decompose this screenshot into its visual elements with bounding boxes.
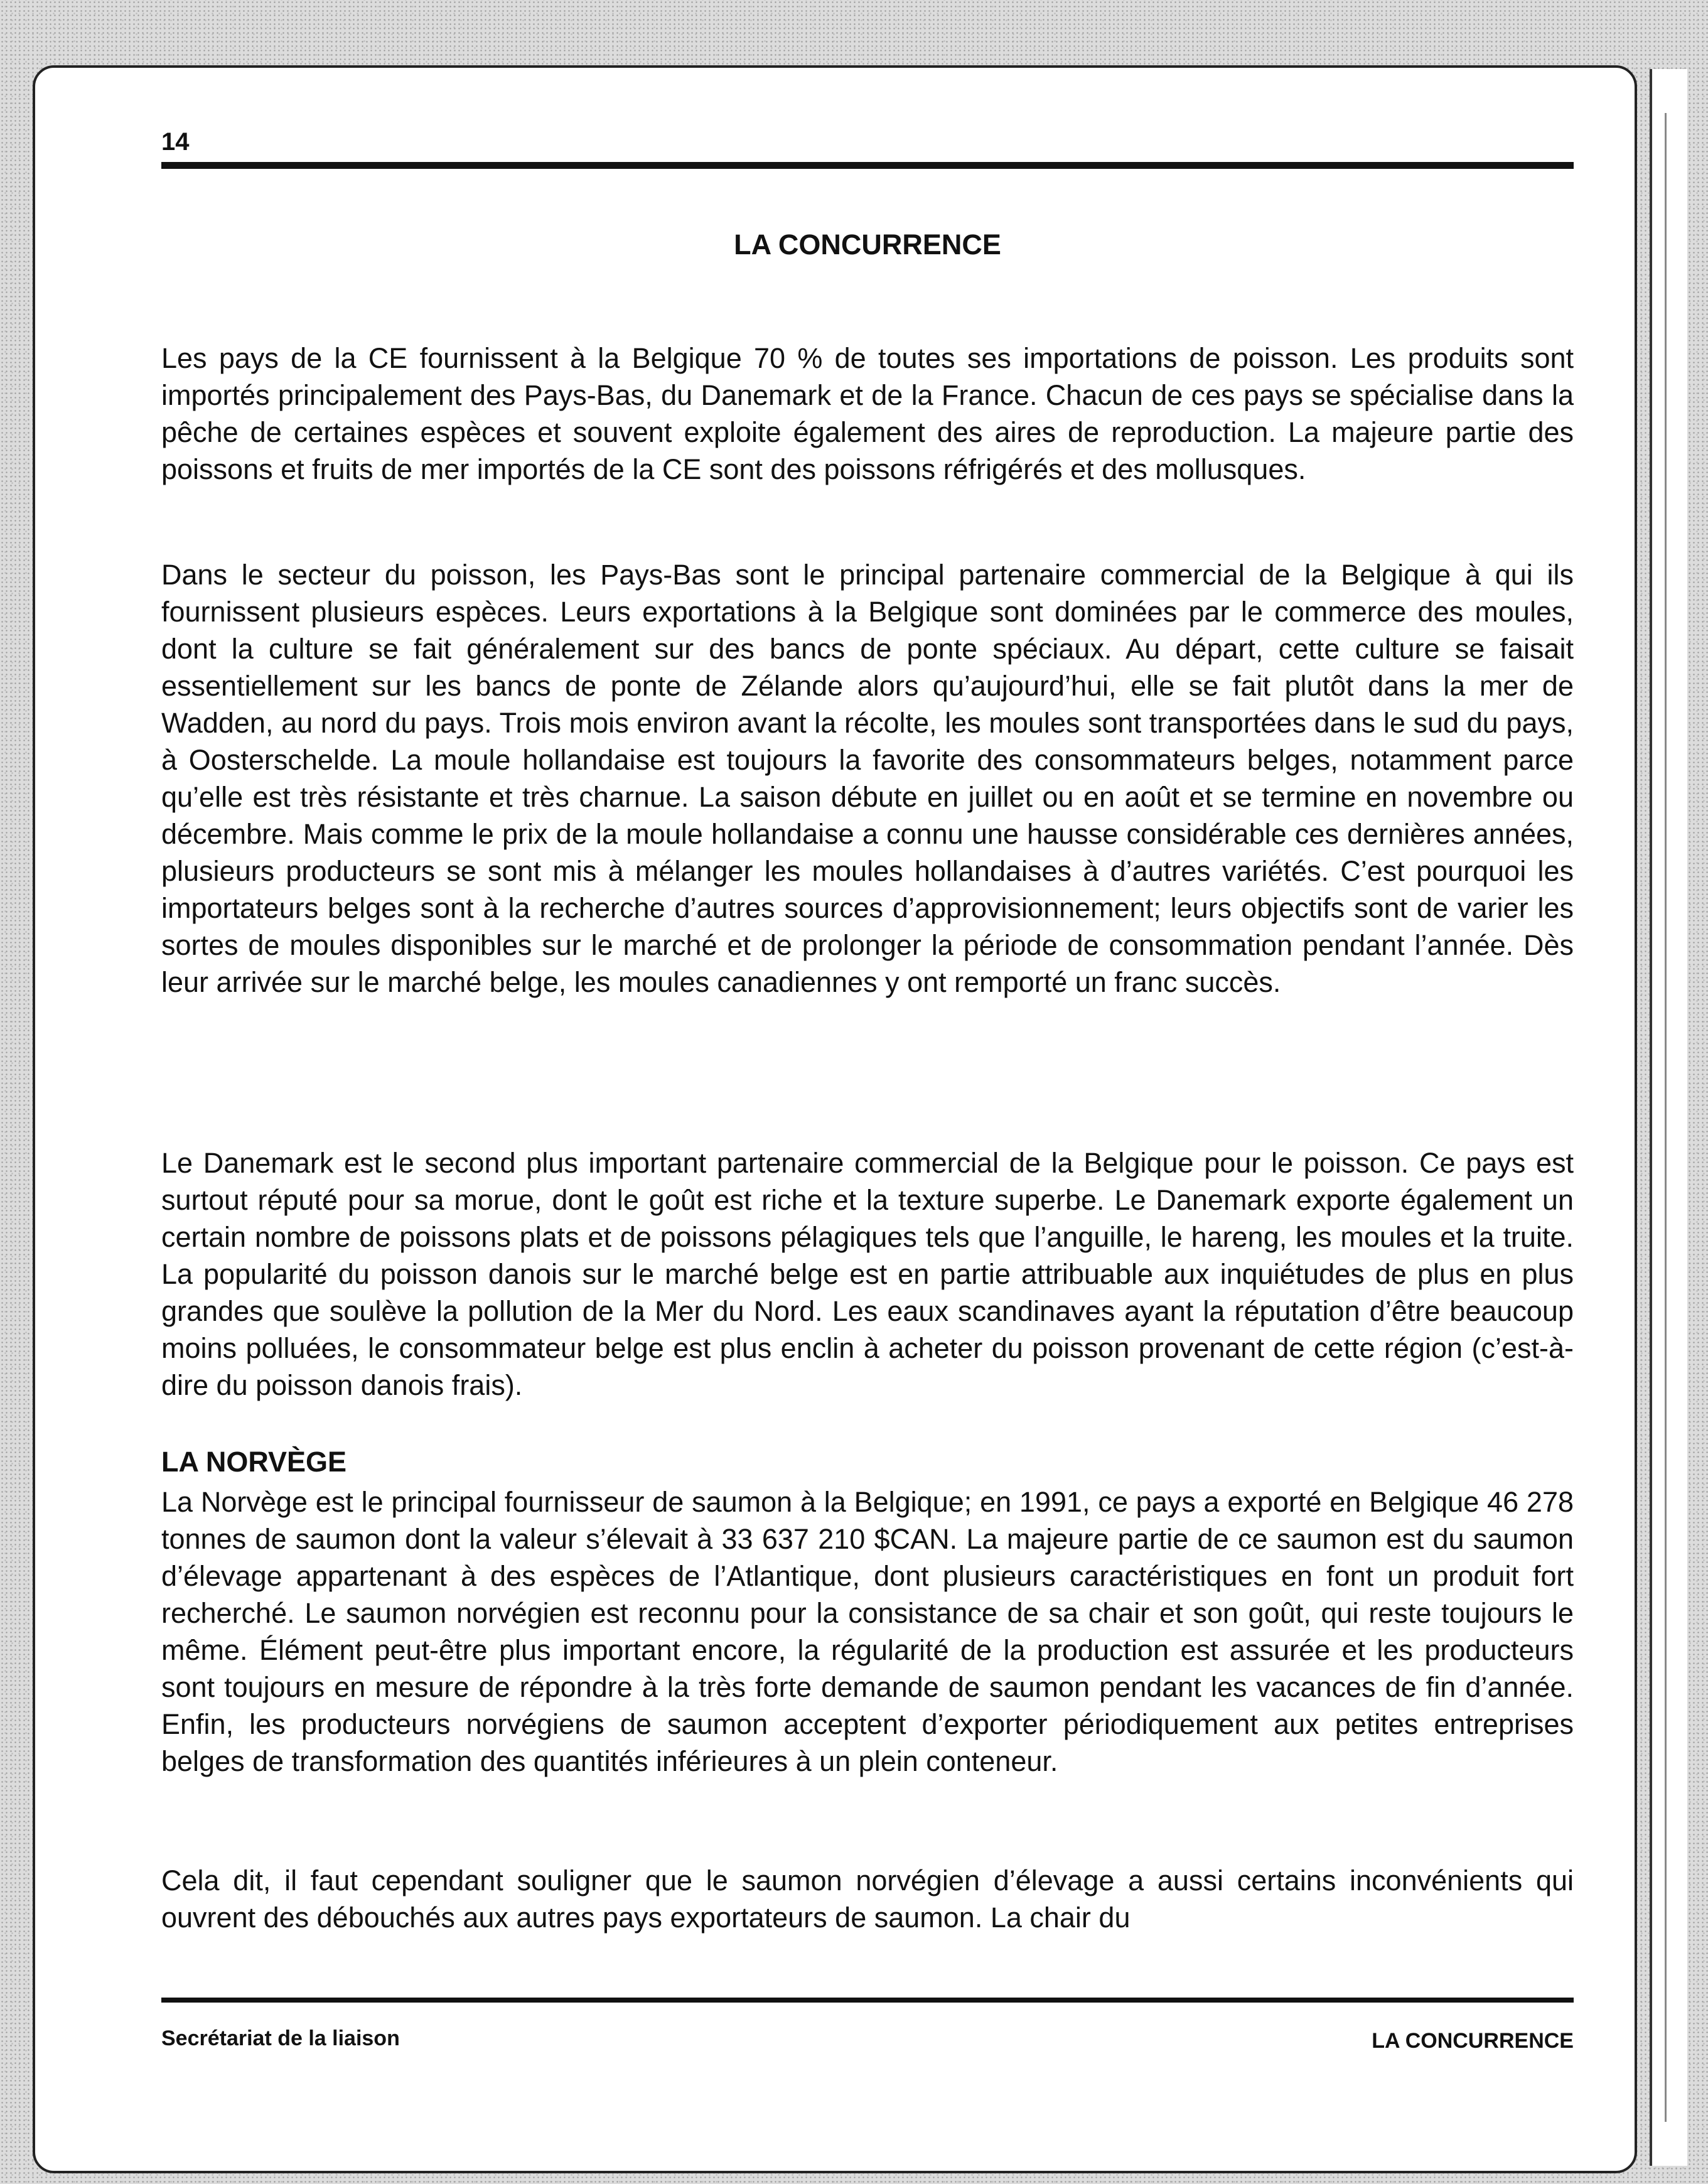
footer-left-text: Secrétariat de la liaison (161, 2026, 400, 2050)
paragraph-norway-drawbacks: Cela dit, il faut cependant souligner que le saumon norvégien d’élevage a aussi certains inconvénients qui ouvrent des débouchés aux autres pays exportateurs de saumon. La chair du (161, 1864, 1574, 1934)
next-page-edge (1650, 69, 1687, 2166)
section-title: LA CONCURRENCE (734, 229, 1001, 261)
paragraph-denmark: Le Danemark est le second plus important partenaire commercial de la Belgique pour le poisson. Ce pays est surtout réputé pour sa morue, dont le goût est riche et la texture superbe. Le Danemark exporte également un certain nombre de poissons plats et de poissons pélagiques tels que l’anguille, le hareng, les moules et la truite. La popularité du poisson danois sur le marché belge est en partie attribuable aux inquiétudes de plus en plus grandes que soulève la pollution de la Mer du Nord. Les eaux scandinaves ayant la réputation d’être beaucoup moins polluées, le consommateur belge est plus enclin à acheter du poisson provenant de cette région (c’est-à-dire du poisson danois frais). (161, 1147, 1574, 1401)
paragraph-ce-imports: Les pays de la CE fournissent à la Belgique 70 % de toutes ses importations de poisson. Les produits sont importés principalement des Pays-Bas, du Danemark et de la France. Chacun de ces pays se spécialise dans la pêche de certaines espèces et souvent exploite également des aires de reproduction. La majeure partie des poissons et fruits de mer importés de la CE sont des poissons réfrigérés et des mollusques. (161, 342, 1574, 485)
footer-right-text: LA CONCURRENCE (1372, 2029, 1574, 2053)
norway-heading: LA NORVÈGE (161, 1446, 347, 1478)
paragraph-norway: La Norvège est le principal fournisseur de saumon à la Belgique; en 1991, ce pays a exporté en Belgique 46 278 tonnes de saumon dont la valeur s’élevait à 33 637 210 $CAN. La majeure partie de ce saumon est du saumon d’élevage appartenant à des espèces de l’Atlantique, dont plusieurs caractéristiques en font un produit fort recherché. Le saumon norvégien est reconnu pour la consistance de sa chair et son goût, qui reste toujours le même. Élément peut-être plus important encore, la régularité de la production est assurée et les producteurs sont toujours en mesure de répondre à la très forte demande de saumon pendant les vacances de fin d’année. Enfin, les producteurs norvégiens de saumon acceptent d’exporter périodiquement aux petites entreprises belges de transformation des quantités inférieures à un plein conteneur. (161, 1486, 1574, 1777)
header-rule (161, 162, 1574, 169)
paragraph-netherlands: Dans le secteur du poisson, les Pays-Bas sont le principal partenaire commercial de la Belgique à qui ils fournissent plusieurs espèces. Leurs exportations à la Belgique sont dominées par le commerce des moules, dont la culture se fait généralement sur des bancs de ponte spéciaux. Au départ, cette culture se faisait essentiellement sur les bancs de ponte de Zélande alors qu’aujourd’hui, elle se fait plutôt dans la mer de Wadden, au nord du pays. Trois mois environ avant la récolte, les moules sont transportées dans le sud du pays, à Oosterschelde. La moule hollandaise est toujours la favorite des consommateurs belges, notamment parce qu’elle est très résistante et très charnue. La saison débute en juillet ou en août et se termine en novembre ou décembre. Mais comme le prix de la moule hollandaise a connu une hausse considérable ces dernières années, plusieurs producteurs se sont mis à mélanger les moules hollandaises à d’autres variétés. C’est pourquoi les importateurs belges sont à la recherche d’autres sources d’approvisionnement; leurs objectifs sont de varier les sortes de moules disponibles sur le marché et de prolonger la période de consommation pendant l’année. Dès leur arrivée sur le marché belge, les moules canadiennes y ont remporté un franc succès. (161, 559, 1574, 998)
page-number: 14 (161, 128, 190, 156)
footer-rule (161, 1998, 1574, 2003)
binding-line (1665, 113, 1667, 2122)
